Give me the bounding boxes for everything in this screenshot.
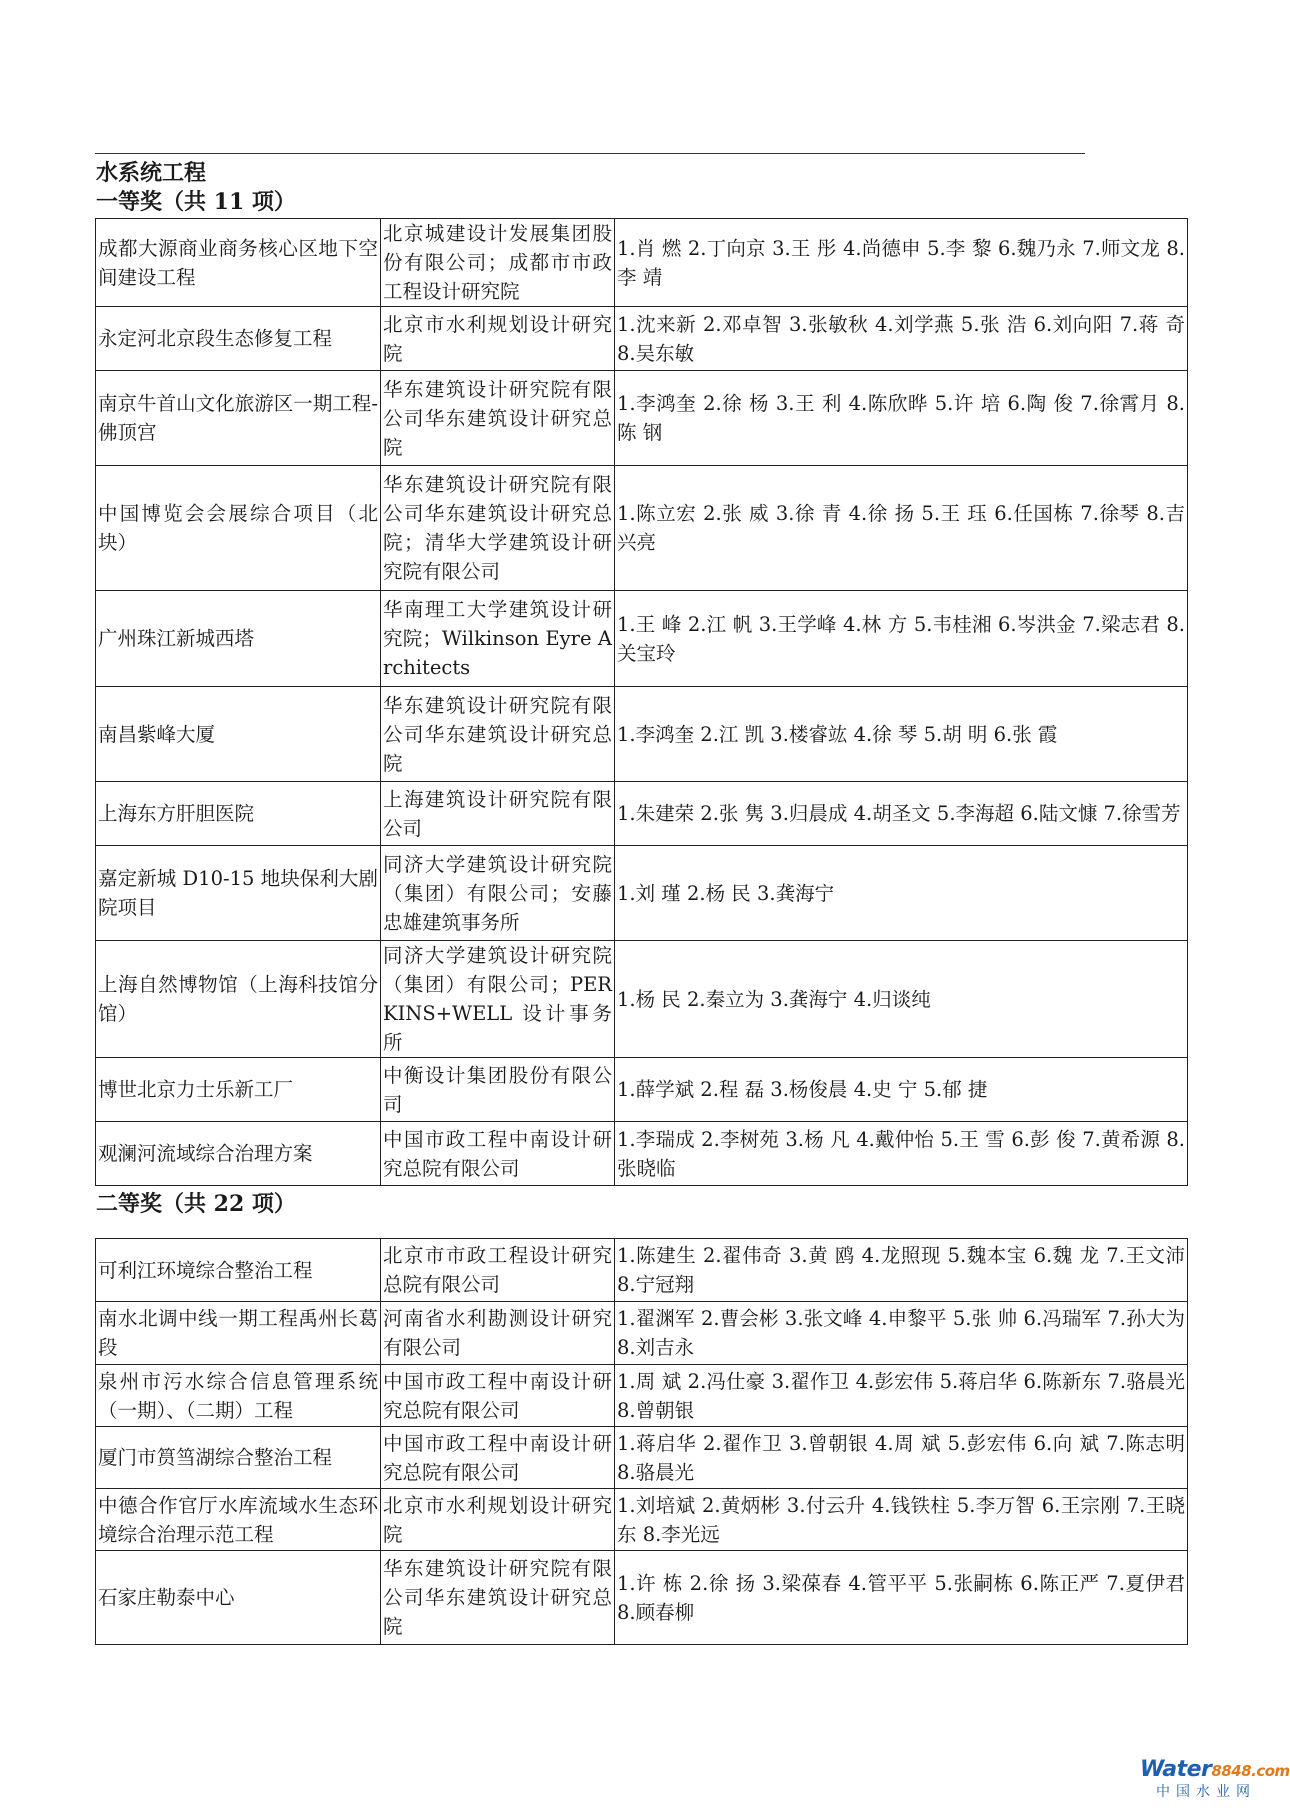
table-row xyxy=(96,1058,1188,1122)
table-row xyxy=(96,371,1188,466)
units-cell: 北京市市政工程设计研究总院有限公司 xyxy=(381,1239,615,1302)
project-cell: 上海东方肝胆医院 xyxy=(96,782,381,846)
table-row xyxy=(96,846,1188,941)
units-cell: 北京城建设计发展集团股份有限公司；成都市市政工程设计研究院 xyxy=(381,219,615,307)
units-cell: 中国市政工程中南设计研究总院有限公司 xyxy=(381,1427,615,1489)
units-cell: 华东建筑设计研究院有限公司华东建筑设计研究总院 xyxy=(381,687,615,782)
table-row xyxy=(96,1302,1188,1365)
project-cell: 永定河北京段生态修复工程 xyxy=(96,307,381,371)
table-row xyxy=(96,1239,1188,1302)
people-cell: 1.周 斌 2.冯仕豪 3.翟作卫 4.彭宏伟 5.蒋启华 6.陈新东 7.骆晨光 8.曾朝银 xyxy=(615,1365,1188,1427)
people-cell: 1.杨 民 2.秦立为 3.龚海宁 4.归谈纯 xyxy=(615,941,1188,1058)
units-cell: 华东建筑设计研究院有限公司华东建筑设计研究总院；清华大学建筑设计研究院有限公司 xyxy=(381,466,615,591)
project-cell: 博世北京力士乐新工厂 xyxy=(96,1058,381,1122)
table-row xyxy=(96,219,1188,307)
second-prize-heading: 二等奖（共 22 项） xyxy=(96,1191,296,1217)
table-row xyxy=(96,307,1188,371)
project-cell: 南昌紫峰大厦 xyxy=(96,687,381,782)
people-cell: 1.李鸿奎 2.徐 杨 3.王 利 4.陈欣晔 5.许 培 6.陶 俊 7.徐霄月 8.陈 钢 xyxy=(615,371,1188,466)
people-cell: 1.刘培斌 2.黄炳彬 3.付云升 4.钱铁柱 5.李万智 6.王宗刚 7.王晓东 8.李光远 xyxy=(615,1489,1188,1551)
water8848-logo[interactable] xyxy=(1140,1757,1290,1804)
project-cell: 中德合作官厅水库流域水生态环境综合治理示范工程 xyxy=(96,1489,381,1551)
people-cell: 1.沈来新 2.邓卓智 3.张敏秋 4.刘学燕 5.张 浩 6.刘向阳 7.蒋 奇 8.吴东敏 xyxy=(615,307,1188,371)
people-cell: 1.李瑞成 2.李树苑 3.杨 凡 4.戴仲怡 5.王 雪 6.彭 俊 7.黄希源 8.张晓临 xyxy=(615,1122,1188,1186)
project-cell: 石家庄勒泰中心 xyxy=(96,1551,381,1645)
table-row xyxy=(96,1365,1188,1427)
units-cell: 河南省水利勘测设计研究有限公司 xyxy=(381,1302,615,1365)
project-cell: 观澜河流域综合治理方案 xyxy=(96,1122,381,1186)
logo-text-main: Water xyxy=(1140,1757,1212,1782)
people-cell: 1.王 峰 2.江 帆 3.王学峰 4.林 方 5.韦桂湘 6.岑洪金 7.梁志君 8.关宝玲 xyxy=(615,591,1188,687)
logo-text-num: 8848 xyxy=(1211,1762,1252,1780)
units-cell: 上海建筑设计研究院有限公司 xyxy=(381,782,615,846)
table-row xyxy=(96,1489,1188,1551)
table-row xyxy=(96,782,1188,846)
project-cell: 厦门市筼筜湖综合整治工程 xyxy=(96,1427,381,1489)
people-cell: 1.许 栋 2.徐 扬 3.梁葆春 4.管平平 5.张嗣栋 6.陈正严 7.夏伊君 8.顾春柳 xyxy=(615,1551,1188,1645)
people-cell: 1.薛学斌 2.程 磊 3.杨俊晨 4.史 宁 5.郁 捷 xyxy=(615,1058,1188,1122)
project-cell: 嘉定新城 D10-15 地块保利大剧院项目 xyxy=(96,846,381,941)
units-cell: 华东建筑设计研究院有限公司华东建筑设计研究总院 xyxy=(381,371,615,466)
table-row xyxy=(96,1122,1188,1186)
project-cell: 广州珠江新城西塔 xyxy=(96,591,381,687)
people-cell: 1.朱建荣 2.张 隽 3.归晨成 4.胡圣文 5.李海超 6.陆文慷 7.徐雪芳 xyxy=(615,782,1188,846)
project-cell: 南京牛首山文化旅游区一期工程-佛顶宫 xyxy=(96,371,381,466)
first-prize-table xyxy=(95,218,1188,1186)
table-row xyxy=(96,466,1188,591)
project-cell: 上海自然博物馆（上海科技馆分馆） xyxy=(96,941,381,1058)
project-cell: 成都大源商业商务核心区地下空间建设工程 xyxy=(96,219,381,307)
project-cell: 泉州市污水综合信息管理系统（一期）、（二期）工程 xyxy=(96,1365,381,1427)
project-cell: 南水北调中线一期工程禹州长葛段 xyxy=(96,1302,381,1365)
units-cell: 华南理工大学建筑设计研究院；Wilkinson Eyre Architects xyxy=(381,591,615,687)
logo-wordmark xyxy=(1140,1757,1290,1783)
first-prize-heading: 一等奖（共 11 项） xyxy=(96,189,296,215)
table-row xyxy=(96,1427,1188,1489)
units-cell: 北京市水利规划设计研究院 xyxy=(381,1489,615,1551)
logo-cn-text: 中国水业网 xyxy=(1156,1784,1256,1800)
people-cell: 1.肖 燃 2.丁向京 3.王 彤 4.尚德申 5.李 黎 6.魏乃永 7.师文龙 8.李 靖 xyxy=(615,219,1188,307)
people-cell: 1.李鸿奎 2.江 凯 3.楼睿竑 4.徐 琴 5.胡 明 6.张 霞 xyxy=(615,687,1188,782)
table-row xyxy=(96,687,1188,782)
people-cell: 1.刘 瑾 2.杨 民 3.龚海宁 xyxy=(615,846,1188,941)
logo-text-suffix: .com xyxy=(1251,1762,1290,1780)
units-cell: 中国市政工程中南设计研究总院有限公司 xyxy=(381,1122,615,1186)
people-cell: 1.陈建生 2.翟伟奇 3.黄 鸥 4.龙照现 5.魏本宝 6.魏 龙 7.王文沛 8.宁冠翔 xyxy=(615,1239,1188,1302)
project-cell: 可利江环境综合整治工程 xyxy=(96,1239,381,1302)
units-cell: 同济大学建筑设计研究院（集团）有限公司；PERKINS+WELL 设计事务所 xyxy=(381,941,615,1058)
people-cell: 1.陈立宏 2.张 威 3.徐 青 4.徐 扬 5.王 珏 6.任国栋 7.徐琴 8.吉兴亮 xyxy=(615,466,1188,591)
second-prize-table xyxy=(95,1238,1188,1645)
units-cell: 中衡设计集团股份有限公司 xyxy=(381,1058,615,1122)
table-row xyxy=(96,1551,1188,1645)
project-cell: 中国博览会会展综合项目（北块） xyxy=(96,466,381,591)
people-cell: 1.蒋启华 2.翟作卫 3.曾朝银 4.周 斌 5.彭宏伟 6.向 斌 7.陈志明 8.骆晨光 xyxy=(615,1427,1188,1489)
people-cell: 1.翟渊军 2.曹会彬 3.张文峰 4.申黎平 5.张 帅 6.冯瑞军 7.孙大为 8.刘吉永 xyxy=(615,1302,1188,1365)
section-title: 水系统工程 xyxy=(96,160,207,186)
top-rule xyxy=(95,153,1085,154)
units-cell: 同济大学建筑设计研究院（集团）有限公司；安藤忠雄建筑事务所 xyxy=(381,846,615,941)
units-cell: 北京市水利规划设计研究院 xyxy=(381,307,615,371)
table-row xyxy=(96,941,1188,1058)
units-cell: 中国市政工程中南设计研究总院有限公司 xyxy=(381,1365,615,1427)
table-row xyxy=(96,591,1188,687)
units-cell: 华东建筑设计研究院有限公司华东建筑设计研究总院 xyxy=(381,1551,615,1645)
